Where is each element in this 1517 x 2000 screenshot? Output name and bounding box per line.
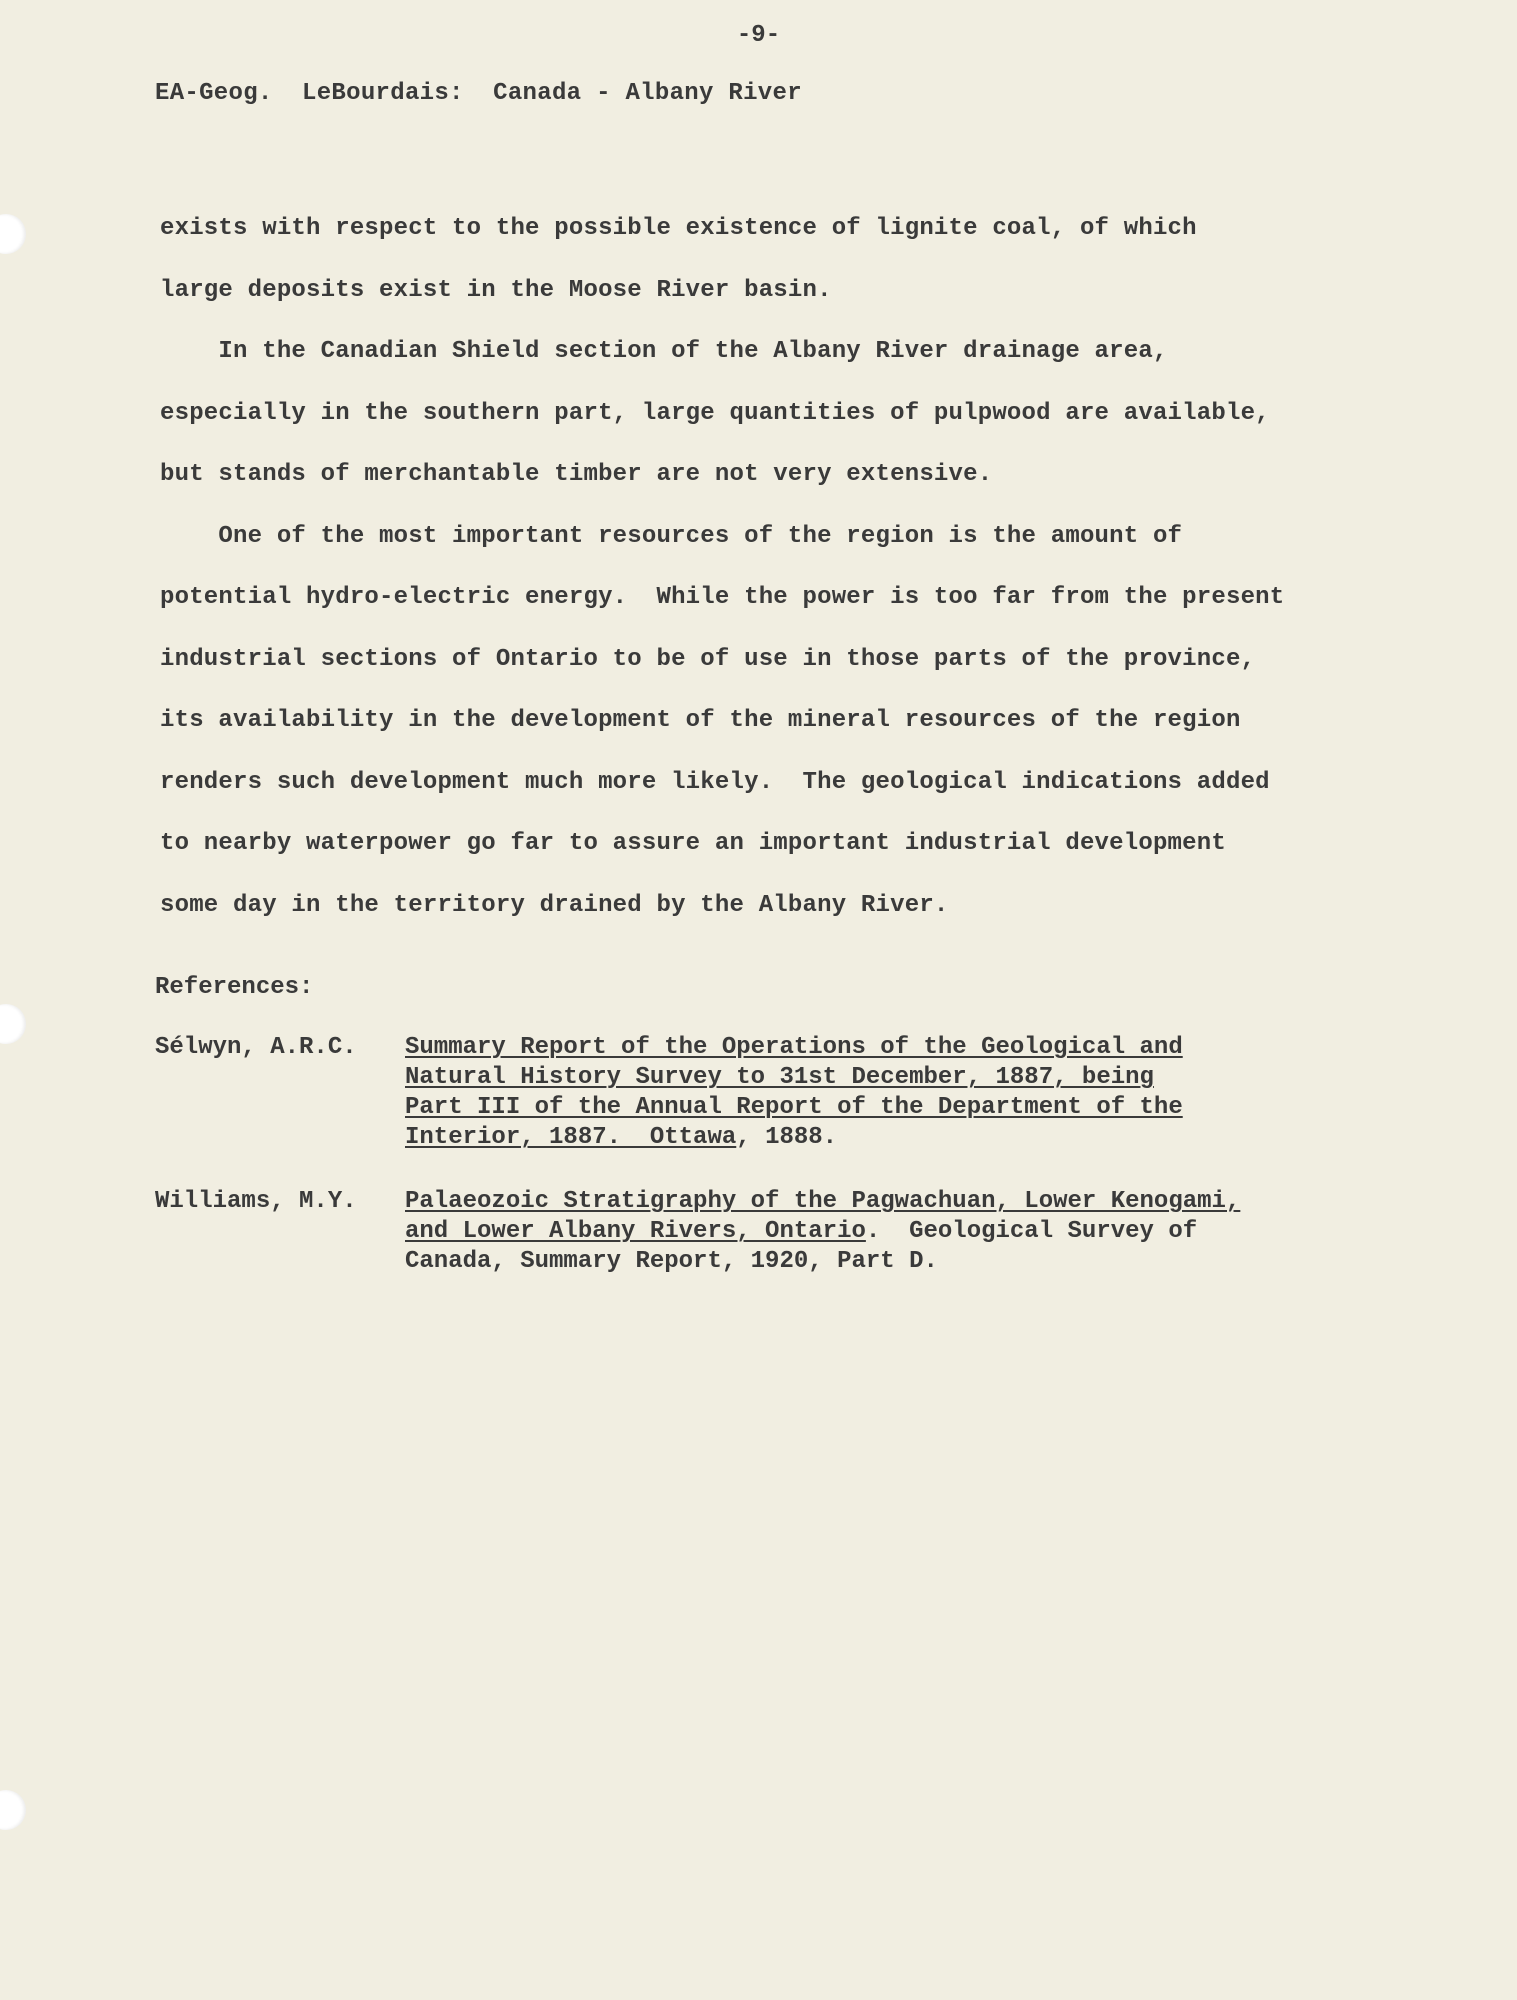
body-line: its availability in the development of the mineral resources of the region — [160, 707, 1241, 734]
punch-hole-bottom — [0, 1790, 26, 1830]
body-line: renders such development much more likely. The geological indications added — [160, 768, 1270, 796]
reference-author: Sélwyn, A.R.C. — [155, 1034, 357, 1061]
body-line: some day in the territory drained by the Albany River. — [160, 891, 949, 919]
page-number: -9- — [736, 22, 781, 49]
document-header: EA-Geog. LeBourdais: Canada - Albany River — [155, 80, 802, 107]
reference-title-line: Part III of the Annual Report of the Department of the — [405, 1094, 1183, 1121]
punch-hole-top — [0, 214, 26, 254]
reference-title-line: Summary Report of the Operations of the Geological and — [405, 1034, 1183, 1061]
body-line: large deposits exist in the Moose River basin. — [160, 276, 832, 304]
body-text — [160, 198, 1360, 936]
body-line: industrial sections of Ontario to be of use in those parts of the province, — [160, 645, 1256, 673]
reference-author: Williams, M.Y. — [155, 1188, 357, 1215]
reference-tail: , 1888. — [736, 1124, 838, 1151]
body-line: exists with respect to the possible existence of lignite coal, of which — [160, 215, 1197, 242]
body-line: but stands of merchantable timber are not very extensive. — [160, 461, 993, 488]
reference-citation — [405, 1187, 1240, 1277]
reference-mixed-line — [405, 1217, 1240, 1247]
reference-citation — [405, 1033, 1183, 1153]
punch-hole-middle — [0, 1004, 26, 1044]
reference-last-line — [405, 1123, 1183, 1153]
reference-title-line: and Lower Albany Rivers, Ontario — [405, 1218, 866, 1245]
body-line: One of the most important resources of the region is the amount of — [160, 522, 1183, 550]
body-line: especially in the southern part, large quantities of pulpwood are available, — [160, 399, 1270, 427]
references-heading: References: — [155, 974, 314, 1001]
reference-title-line: Natural History Survey to 31st December, 1887, being — [405, 1064, 1154, 1091]
body-line: to nearby waterpower go far to assure an important industrial development — [160, 830, 1226, 857]
body-line: potential hydro-electric energy. While the power is too far from the present — [160, 584, 1285, 611]
body-line: In the Canadian Shield section of the Albany River drainage area, — [160, 338, 1168, 365]
reference-title-line: Interior, 1887. Ottawa — [405, 1124, 737, 1151]
reference-title-line: Palaeozoic Stratigraphy of the Pagwachuan, Lower Kenogami, — [405, 1188, 1241, 1215]
reference-tail: . Geological Survey of — [865, 1218, 1198, 1245]
reference-rest-line: Canada, Summary Report, 1920, Part D. — [405, 1248, 938, 1275]
